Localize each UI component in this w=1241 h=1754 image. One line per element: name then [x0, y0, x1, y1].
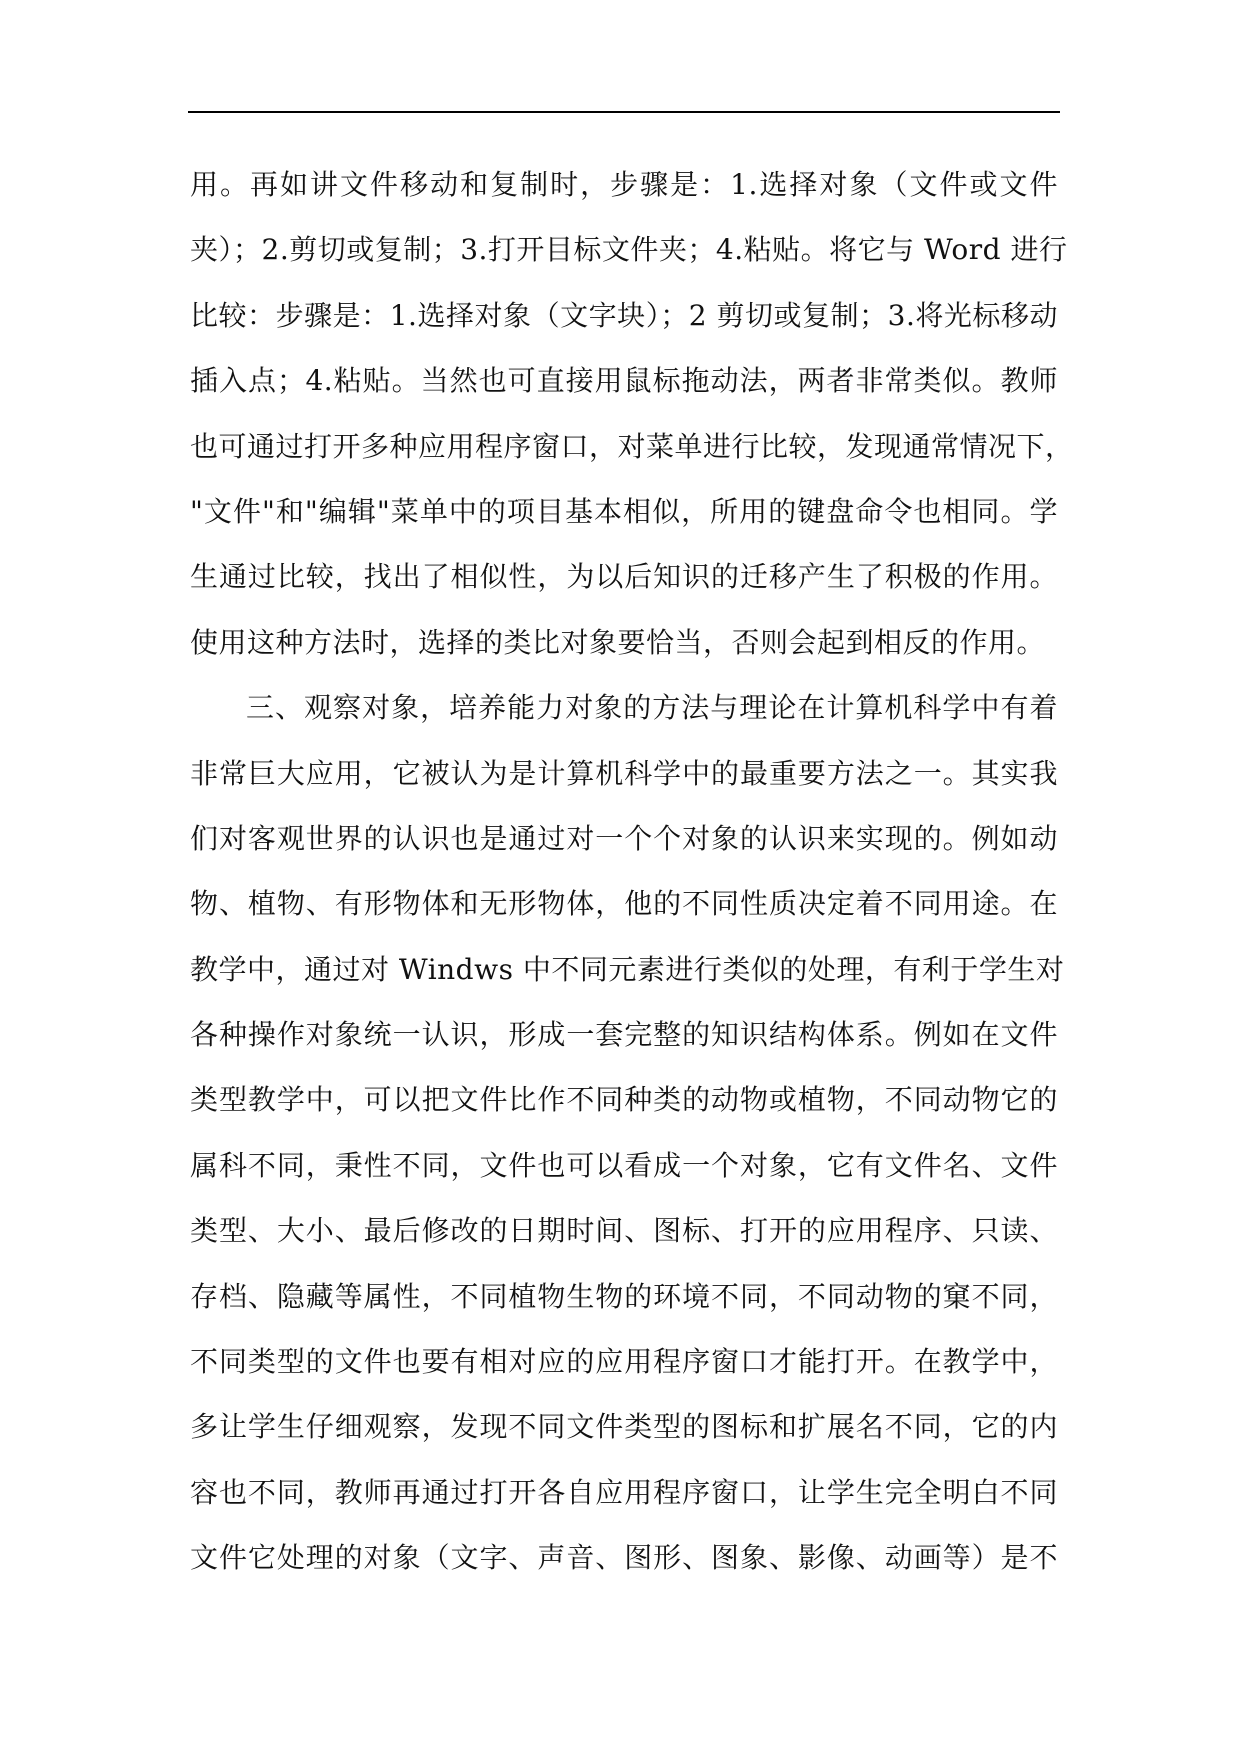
text-line: 文件它处理的对象（文字、声音、图形、图象、影像、动画等）是不	[190, 1541, 1058, 1575]
text-line: 属科不同，秉性不同，文件也可以看成一个对象，它有文件名、文件	[190, 1148, 1058, 1182]
text-line: 夹）；2.剪切或复制；3.打开目标文件夹；4.粘贴。将它与 Word 进行	[190, 233, 1068, 267]
text-line: "文件"和"编辑"菜单中的项目基本相似，所用的键盘命令也相同。学	[190, 494, 1058, 528]
text-line: 不同类型的文件也要有相对应的应用程序窗口才能打开。在教学中，	[190, 1345, 1058, 1379]
text-line: 比较：步骤是：1.选择对象（文字块）；2 剪切或复制；3.将光标移动	[190, 298, 1058, 332]
section-heading-line: 三、观察对象，培养能力对象的方法与理论在计算机科学中有着	[246, 691, 1058, 725]
text-line: 用。再如讲文件移动和复制时，步骤是：1.选择对象（文件或文件	[190, 168, 1058, 201]
text-line: 插入点；4.粘贴。当然也可直接用鼠标拖动法，两者非常类似。教师	[190, 364, 1058, 398]
text-line: 使用这种方法时，选择的类比对象要恰当，否则会起到相反的作用。	[190, 625, 1046, 659]
header-rule	[188, 111, 1060, 113]
text-line: 类型教学中，可以把文件比作不同种类的动物或植物，不同动物它的	[190, 1083, 1058, 1117]
text-line: 物、植物、有形物体和无形物体，他的不同性质决定着不同用途。在	[190, 887, 1058, 921]
text-line: 容也不同，教师再通过打开各自应用程序窗口，让学生完全明白不同	[190, 1475, 1058, 1509]
text-line: 类型、大小、最后修改的日期时间、图标、打开的应用程序、只读、	[190, 1214, 1058, 1248]
text-line: 非常巨大应用，它被认为是计算机科学中的最重要方法之一。其实我	[190, 756, 1058, 790]
text-line: 们对客观世界的认识也是通过对一个个对象的认识来实现的。例如动	[190, 821, 1058, 855]
text-line: 各种操作对象统一认识，形成一套完整的知识结构体系。例如在文件	[190, 1018, 1058, 1052]
text-line: 生通过比较，找出了相似性，为以后知识的迁移产生了积极的作用。	[190, 560, 1058, 594]
text-line: 教学中，通过对 Windws 中不同元素进行类似的处理，有利于学生对	[190, 952, 1065, 986]
text-line: 存档、隐藏等属性，不同植物生物的环境不同，不同动物的窠不同，	[190, 1279, 1058, 1313]
page-body	[190, 152, 1074, 1591]
text-line: 也可通过打开多种应用程序窗口，对菜单进行比较，发现通常情况下，	[190, 429, 1074, 463]
text-line: 多让学生仔细观察，发现不同文件类型的图标和扩展名不同，它的内	[190, 1410, 1058, 1444]
